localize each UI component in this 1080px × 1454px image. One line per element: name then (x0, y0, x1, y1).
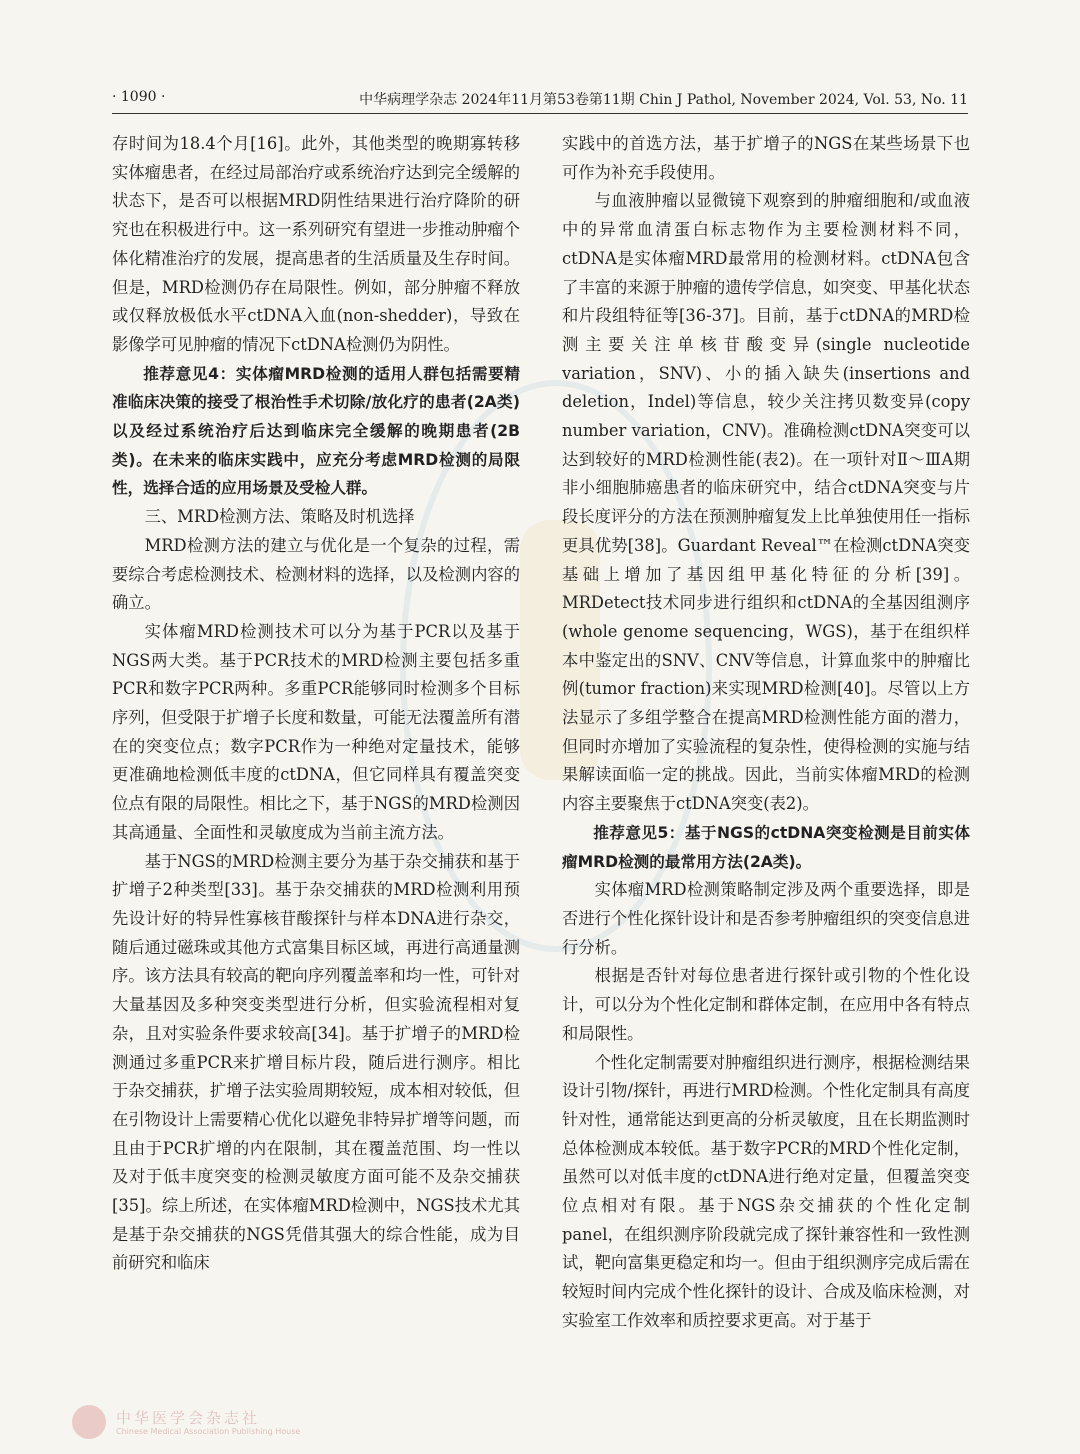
paragraph: 根据是否针对每位患者进行探针或引物的个性化设计，可以分为个性化定制和群体定制，在应用中各有特点和局限性。 (562, 966, 970, 1043)
paragraph: 实践中的首选方法，基于扩增子的NGS在某些场景下也可作为补充手段使用。 (562, 134, 970, 182)
paragraph: 个性化定制需要对肿瘤组织进行测序，根据检测结果设计引物/探针，再进行MRD检测。个性化定制具有高度针对性，通常能达到更高的分析灵敏度，且在长期监测时总体检测成本较低。基于数字PCR的MRD个性化定制，虽然可以对低丰度的ctDNA进行绝对定量，但覆盖突变位点相对有限。基于NGS杂交捕获的个性化定制panel，在组织测序阶段就完成了探针兼容性和一致性测试，靶向富集更稳定和均一。但由于组织测序完成后需在较短时间内完成个性化探针的设计、合成及临床检测，对实验室工作效率和质控要求更高。对于基于 (562, 1052, 970, 1330)
journal-citation: 中华病理学杂志 2024年11月第53卷第11期 Chin J Pathol, November 2024, Vol. 53, No. 11 (359, 92, 968, 108)
recommendation-4: 推荐意见4：实体瘤MRD检测的适用人群包括需要精准临床决策的接受了根治性手术切除/放化疗的患者(2A类)以及经过系统治疗后达到临床完全缓解的晚期患者(2B类)。在未来的临床实践中，应充分考虑MRD检测的局限性，选择合适的应用场景及受检人群。 (112, 364, 520, 498)
flower-logo-icon (72, 1405, 106, 1439)
left-column (112, 130, 520, 1278)
running-header (112, 85, 968, 114)
right-column (562, 130, 970, 1336)
paragraph: 基于NGS的MRD检测主要分为基于杂交捕获和基于扩增子2种类型[33]。基于杂交捕获的MRD检测利用预先设计好的特异性寡核苷酸探针与样本DNA进行杂交，随后通过磁珠或其他方式富集目标区域，再进行高通量测序。该方法具有较高的靶向序列覆盖率和均一性，可针对大量基因及多种突变类型进行分析，但实验流程相对复杂，且对实验条件要求较高[34]。基于扩增子的MRD检测通过多重PCR来扩增目标片段，随后进行测序。相比于杂交捕获，扩增子法实验周期较短，成本相对较低，但在引物设计上需要精心优化以避免非特异扩增等问题，而且由于PCR扩增的内在限制，其在覆盖范围、均一性以及对于低丰度突变的检测灵敏度方面可能不及杂交捕获[35]。综上所述，在实体瘤MRD检测中，NGS技术尤其是基于杂交捕获的NGS凭借其强大的综合性能，成为目前研究和临床 (112, 851, 520, 1273)
paragraph: MRD检测方法的建立与优化是一个复杂的过程，需要综合考虑检测技术、检测材料的选择，以及检测内容的确立。 (112, 535, 520, 613)
paragraph: 实体瘤MRD检测策略制定涉及两个重要选择，即是否进行个性化探针设计和是否参考肿瘤组织的突变信息进行分析。 (562, 880, 970, 957)
publisher-english: Chinese Medical Association Publishing House (116, 1427, 301, 1436)
recommendation-5: 推荐意见5：基于NGS的ctDNA突变检测是目前实体瘤MRD检测的最常用方法(2A类)。 (562, 823, 970, 871)
publisher-logo (72, 1405, 392, 1445)
page-number: · 1090 · (112, 89, 166, 105)
paragraph: 实体瘤MRD检测技术可以分为基于PCR以及基于NGS两大类。基于PCR技术的MRD检测主要包括多重PCR和数字PCR两种。多重PCR能够同时检测多个目标序列，但受限于扩增子长度和数量，可能无法覆盖所有潜在的突变位点；数字PCR作为一种绝对定量技术，能够更准确地检测低丰度的ctDNA，但它同样具有覆盖突变位点有限的局限性。相比之下，基于NGS的MRD检测因其高通量、全面性和灵敏度成为当前主流方法。 (112, 621, 520, 842)
publisher-name: 中华医学会杂志社 (116, 1409, 261, 1427)
section-heading: 三、MRD检测方法、策略及时机选择 (144, 507, 415, 527)
paragraph: 存时间为18.4个月[16]。此外，其他类型的晚期寡转移实体瘤患者，在经过局部治疗或系统治疗达到完全缓解的状态下，是否可以根据MRD阴性结果进行治疗降阶的研究也在积极进行中。这一系列研究有望进一步推动肿瘤个体化精准治疗的发展，提高患者的生活质量及生存时间。但是，MRD检测仍存在局限性。例如，部分肿瘤不释放或仅释放极低水平ctDNA入血(non-shedder)，导致在影像学可见肿瘤的情况下ctDNA检测仍为阴性。 (112, 134, 520, 354)
paragraph: 与血液肿瘤以显微镜下观察到的肿瘤细胞和/或血液中的异常血清蛋白标志物作为主要检测材料不同，ctDNA是实体瘤MRD最常用的检测材料。ctDNA包含了丰富的来源于肿瘤的遗传学信息，如突变、甲基化状态和片段组特征等[36-37]。目前，基于ctDNA的MRD检测主要关注单核苷酸变异(single nucleotide variation，SNV)、小的插入缺失(insertions and deletion，Indel)等信息，较少关注拷贝数变异(copy number variation，CNV)。准确检测ctDNA突变可以达到较好的MRD检测性能(表2)。在一项针对Ⅱ～ⅢA期非小细胞肺癌患者的临床研究中，结合ctDNA突变与片段长度评分的方法在预测肿瘤复发上比单独使用任一指标更具优势[38]。Guardant Reveal™在检测ctDNA突变基础上增加了基因组甲基化特征的分析[39]。MRDetect技术同步进行组织和ctDNA的全基因组测序(whole genome sequencing，WGS)，基于在组织样本中鉴定出的SNV、CNV等信息，计算血浆中的肿瘤比例(tumor fraction)来实现MRD检测[40]。尽管以上方法显示了多组学整合在提高MRD检测性能方面的潜力，但同时亦增加了实验流程的复杂性，使得检测的实施与结果解读面临一定的挑战。因此，当前实体瘤MRD的检测内容主要聚焦于ctDNA突变(表2)。 (562, 191, 970, 814)
